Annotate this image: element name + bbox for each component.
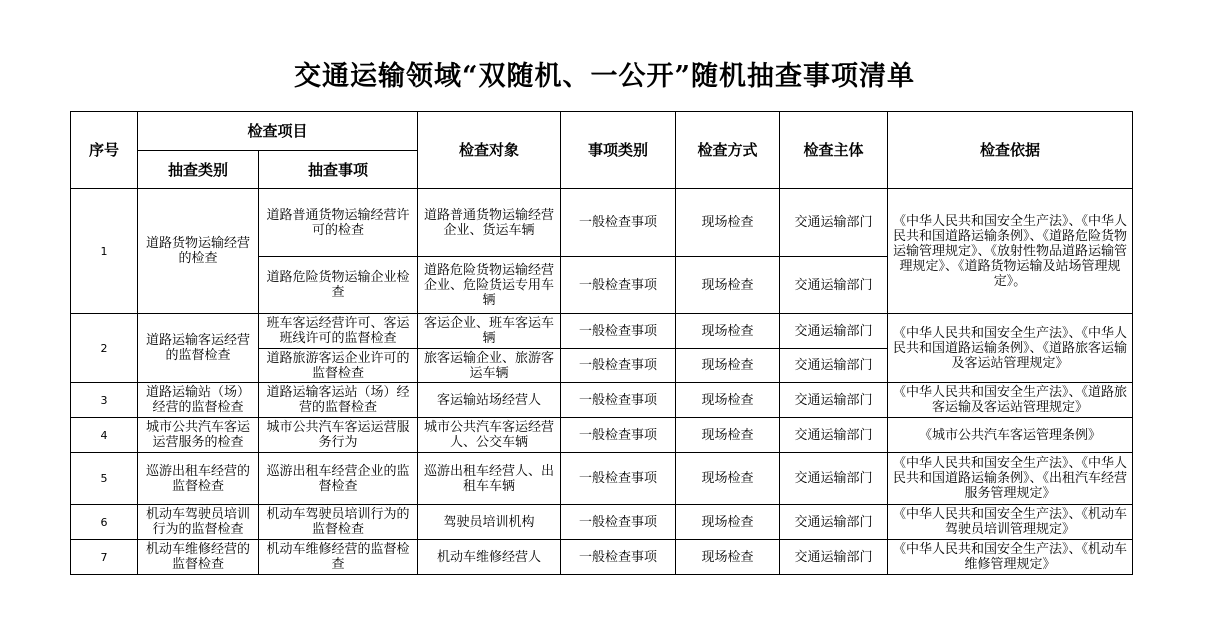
row-item: 巡游出租车经营企业的监督检查 bbox=[259, 453, 418, 505]
row-type: 一般检查事项 bbox=[561, 189, 676, 257]
header-basis: 检查依据 bbox=[888, 112, 1133, 189]
row-type: 一般检查事项 bbox=[561, 383, 676, 418]
table-row bbox=[71, 540, 1133, 575]
row-subject: 交通运输部门 bbox=[780, 314, 888, 349]
row-category: 机动车驾驶员培训行为的监督检查 bbox=[138, 505, 259, 540]
table-row bbox=[71, 418, 1133, 453]
row-subject: 交通运输部门 bbox=[780, 349, 888, 383]
row-type: 一般检查事项 bbox=[561, 257, 676, 314]
table-row bbox=[71, 189, 1133, 257]
row-method: 现场检查 bbox=[676, 189, 780, 257]
table-row bbox=[71, 505, 1133, 540]
row-basis: 《中华人民共和国安全生产法》、《中华人民共和国道路运输条例》、《道路危险货物运输管理规定》、《放射性物品道路运输管理规定》、《道路货物运输及站场管理规定》。 bbox=[888, 189, 1133, 314]
table-row bbox=[71, 383, 1133, 418]
row-subject: 交通运输部门 bbox=[780, 505, 888, 540]
row-item: 班车客运经营许可、客运班线许可的监督检查 bbox=[259, 314, 418, 349]
row-basis: 《中华人民共和国安全生产法》、《机动车维修管理规定》 bbox=[888, 540, 1133, 575]
row-type: 一般检查事项 bbox=[561, 453, 676, 505]
row-category: 巡游出租车经营的监督检查 bbox=[138, 453, 259, 505]
row-basis: 《城市公共汽车客运管理条例》 bbox=[888, 418, 1133, 453]
row-object: 驾驶员培训机构 bbox=[418, 505, 561, 540]
row-seq: 2 bbox=[71, 314, 138, 383]
row-object: 旅客运输企业、旅游客运车辆 bbox=[418, 349, 561, 383]
header-category: 抽查类别 bbox=[138, 151, 259, 189]
row-seq: 1 bbox=[71, 189, 138, 314]
page-title: 交通运输领域“双随机、一公开”随机抽查事项清单 bbox=[293, 61, 916, 92]
row-item: 道路旅游客运企业许可的监督检查 bbox=[259, 349, 418, 383]
row-seq: 3 bbox=[71, 383, 138, 418]
row-item: 城市公共汽车客运运营服务行为 bbox=[259, 418, 418, 453]
row-seq: 6 bbox=[71, 505, 138, 540]
row-object: 城市公共汽车客运经营人、公交车辆 bbox=[418, 418, 561, 453]
row-subject: 交通运输部门 bbox=[780, 540, 888, 575]
row-object: 道路普通货物运输经营企业、货运车辆 bbox=[418, 189, 561, 257]
row-basis: 《中华人民共和国安全生产法》、《中华人民共和国道路运输条例》、《出租汽车经营服务管理规定》 bbox=[888, 453, 1133, 505]
row-item: 机动车维修经营的监督检查 bbox=[259, 540, 418, 575]
header-subject: 检查主体 bbox=[780, 112, 888, 189]
row-object: 机动车维修经营人 bbox=[418, 540, 561, 575]
header-row bbox=[71, 112, 1133, 151]
header-seq: 序号 bbox=[71, 112, 138, 189]
row-item: 道路普通货物运输经营许可的检查 bbox=[259, 189, 418, 257]
row-subject: 交通运输部门 bbox=[780, 189, 888, 257]
row-seq: 4 bbox=[71, 418, 138, 453]
row-method: 现场检查 bbox=[676, 383, 780, 418]
row-type: 一般检查事项 bbox=[561, 418, 676, 453]
row-type: 一般检查事项 bbox=[561, 349, 676, 383]
row-category: 道路货物运输经营的检查 bbox=[138, 189, 259, 314]
row-category: 道路运输站（场）经营的监督检查 bbox=[138, 383, 259, 418]
row-basis: 《中华人民共和国安全生产法》、《道路旅客运输及客运站管理规定》 bbox=[888, 383, 1133, 418]
row-method: 现场检查 bbox=[676, 418, 780, 453]
row-subject: 交通运输部门 bbox=[780, 383, 888, 418]
table-row bbox=[71, 314, 1133, 349]
row-subject: 交通运输部门 bbox=[780, 257, 888, 314]
header-item: 抽查事项 bbox=[259, 151, 418, 189]
header-project: 检查项目 bbox=[138, 112, 418, 151]
row-category: 道路运输客运经营的监督检查 bbox=[138, 314, 259, 383]
inspection-list-table bbox=[70, 111, 1133, 575]
row-basis: 《中华人民共和国安全生产法》、《机动车驾驶员培训管理规定》 bbox=[888, 505, 1133, 540]
row-type: 一般检查事项 bbox=[561, 505, 676, 540]
row-method: 现场检查 bbox=[676, 314, 780, 349]
row-item: 机动车驾驶员培训行为的监督检查 bbox=[259, 505, 418, 540]
row-object: 道路危险货物运输经营企业、危险货运专用车辆 bbox=[418, 257, 561, 314]
row-method: 现场检查 bbox=[676, 505, 780, 540]
row-object: 客运输站场经营人 bbox=[418, 383, 561, 418]
row-object: 巡游出租车经营人、出租车车辆 bbox=[418, 453, 561, 505]
row-method: 现场检查 bbox=[676, 257, 780, 314]
row-method: 现场检查 bbox=[676, 453, 780, 505]
row-method: 现场检查 bbox=[676, 540, 780, 575]
row-seq: 5 bbox=[71, 453, 138, 505]
row-basis: 《中华人民共和国安全生产法》、《中华人民共和国道路运输条例》、《道路旅客运输及客运站管理规定》 bbox=[888, 314, 1133, 383]
row-object: 客运企业、班车客运车辆 bbox=[418, 314, 561, 349]
row-subject: 交通运输部门 bbox=[780, 418, 888, 453]
row-subject: 交通运输部门 bbox=[780, 453, 888, 505]
row-type: 一般检查事项 bbox=[561, 314, 676, 349]
header-method: 检查方式 bbox=[676, 112, 780, 189]
row-seq: 7 bbox=[71, 540, 138, 575]
header-object: 检查对象 bbox=[418, 112, 561, 189]
header-type: 事项类别 bbox=[561, 112, 676, 189]
row-item: 道路运输客运站（场）经营的监督检查 bbox=[259, 383, 418, 418]
table-row bbox=[71, 453, 1133, 505]
row-type: 一般检查事项 bbox=[561, 540, 676, 575]
row-method: 现场检查 bbox=[676, 349, 780, 383]
row-item: 道路危险货物运输企业检查 bbox=[259, 257, 418, 314]
row-category: 城市公共汽车客运运营服务的检查 bbox=[138, 418, 259, 453]
row-category: 机动车维修经营的监督检查 bbox=[138, 540, 259, 575]
